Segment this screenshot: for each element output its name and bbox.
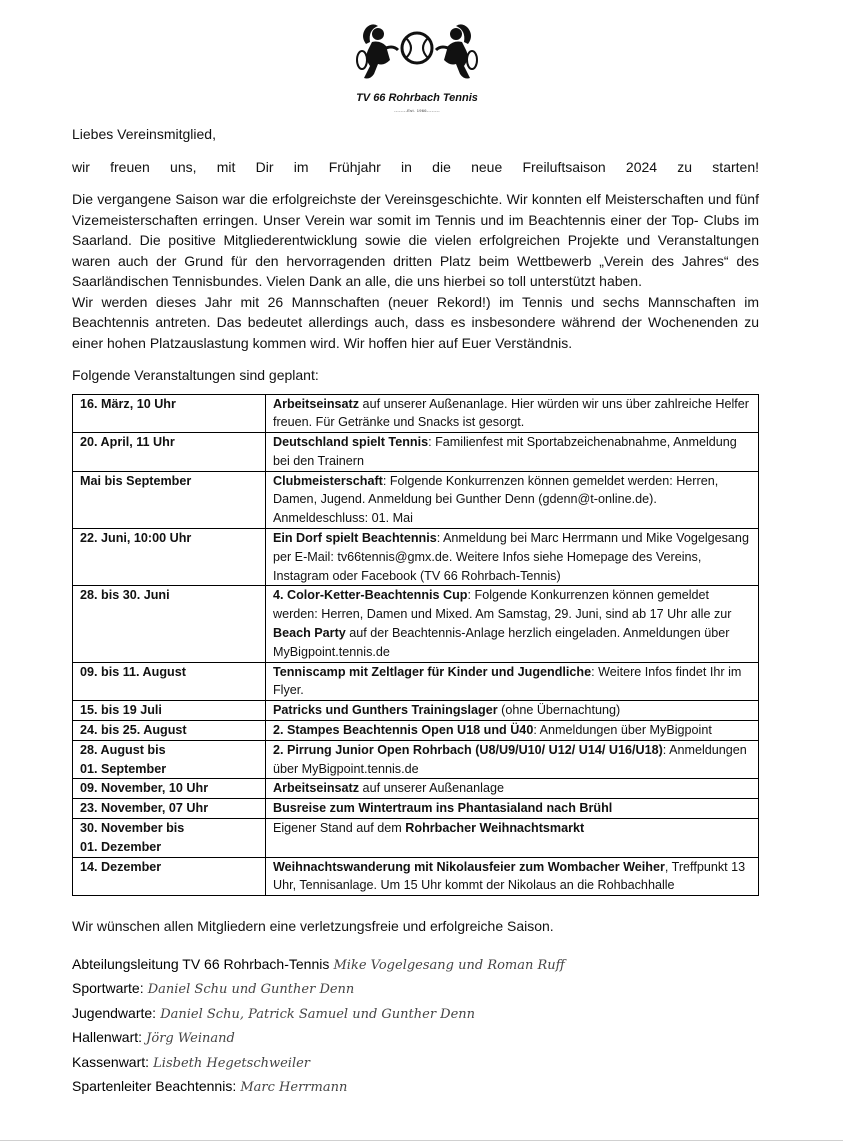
signature-line <box>72 977 759 1002</box>
event-description <box>265 779 758 799</box>
event-description <box>265 433 758 472</box>
event-date <box>73 779 266 799</box>
signature-name: Mike Vogelgesang und Roman Ruff <box>329 957 565 973</box>
event-date-line: 16. März, 10 Uhr <box>80 396 176 411</box>
event-date <box>73 529 266 586</box>
event-date-line: 23. November, 07 Uhr <box>80 801 209 816</box>
signature-role: Jugendwarte: <box>72 1004 157 1021</box>
event-date <box>73 586 266 662</box>
event-title: 4. Color-Ketter-Beachtennis Cup <box>272 588 468 603</box>
signature-line <box>72 953 759 978</box>
tennis-players-icon <box>352 20 482 92</box>
event-date-line: 28. bis 30. Juni <box>80 588 170 603</box>
table-row <box>73 799 759 819</box>
event-text: : Weitere Infos findet Ihr im Flyer. <box>272 664 742 698</box>
table-row <box>73 471 759 528</box>
event-title: Ein Dorf spielt Beachtennis <box>272 531 437 546</box>
event-date-line: 14. Dezember <box>80 859 162 874</box>
event-date <box>73 394 266 433</box>
event-date <box>73 662 266 701</box>
table-row <box>73 740 759 779</box>
intro-line: wir freuen uns, mit Dir im Frühjahr in die neue Freiluftsaison 2024 zu starten! <box>72 158 759 175</box>
events-table <box>72 394 759 897</box>
event-text: , Treffpunkt 13 Uhr, Tennisanlage. Um 15 Uhr kommt der Nikolaus an die Rohbachhalle <box>272 859 746 893</box>
event-title: Weihnachtswanderung mit Nikolausfeier zum Wombacher Weiher <box>272 859 665 874</box>
signature-line <box>72 1002 759 1027</box>
event-description <box>265 857 758 896</box>
table-row <box>73 433 759 472</box>
event-title: Busreise zum Wintertraum ins Phantasialand nach Brühl <box>272 801 613 816</box>
signature-list <box>72 953 759 1100</box>
event-text: : Anmeldungen über MyBigpoint.tennis.de <box>272 742 747 776</box>
event-date-line: 09. November, 10 Uhr <box>80 781 209 796</box>
event-date-line: 22. Juni, 10:00 Uhr <box>80 531 192 546</box>
event-text: : Anmeldungen über MyBigpoint <box>533 723 712 738</box>
event-text: Eigener Stand auf dem <box>272 821 406 836</box>
table-row <box>73 721 759 741</box>
event-text: auf unserer Außenanlage. Hier würden wir uns über zahlreiche Helfer freuen. Für Getränke und Snacks ist gesorgt. <box>272 396 749 430</box>
event-title: Arbeitseinsatz <box>272 781 360 796</box>
event-text: auf unserer Außenanlage <box>359 781 504 796</box>
event-title: 2. Pirrung Junior Open Rohrbach (U8/U9/U10/ U12/ U14/ U16/U18) <box>272 742 663 757</box>
event-date-line: 01. September <box>80 761 167 776</box>
event-date <box>73 721 266 741</box>
event-description <box>265 662 758 701</box>
event-text: : Folgende Konkurrenzen können gemeldet werden: Herren, Damen, Jugend. Anmeldung bei Gunther Denn (gdenn@t-online.de). Anmeldeschluss: 01. Mai <box>272 473 719 526</box>
signature-name: Lisbeth Hegetschweiler <box>149 1055 311 1071</box>
signature-line <box>72 1051 759 1076</box>
table-row <box>73 529 759 586</box>
event-date-line: Mai bis September <box>80 473 192 488</box>
event-description <box>265 721 758 741</box>
event-date <box>73 471 266 528</box>
events-lead: Folgende Veranstaltungen sind geplant: <box>72 367 319 383</box>
table-row <box>73 819 759 858</box>
event-title: 2. Stampes Beachtennis Open U18 und Ü40 <box>272 723 534 738</box>
event-date-line: 30. November bis <box>80 821 185 836</box>
table-row <box>73 779 759 799</box>
event-text: : Familienfest mit Sportabzeichenabnahme, Anmeldung bei den Trainern <box>272 435 737 468</box>
signature-role: Sportwarte: <box>72 980 144 997</box>
signature-role: Hallenwart: <box>72 1029 143 1046</box>
signature-line <box>72 1075 759 1100</box>
signature-role: Spartenleiter Beachtennis: <box>72 1078 237 1095</box>
event-title: Arbeitseinsatz <box>272 396 360 411</box>
event-title: Rohrbacher Weihnachtsmarkt <box>405 821 585 836</box>
event-date-line: 01. Dezember <box>80 839 162 854</box>
event-description <box>265 799 758 819</box>
event-description <box>265 471 758 528</box>
table-row <box>73 662 759 701</box>
event-description <box>265 586 758 662</box>
club-logo <box>352 20 482 120</box>
table-row <box>73 586 759 662</box>
table-row <box>73 701 759 721</box>
event-date-line: 15. bis 19 Juli <box>80 703 162 718</box>
event-text: auf der Beachtennis-Anlage herzlich eingeladen. Anmeldungen über MyBigpoint.tennis.de <box>272 626 730 659</box>
event-date-line: 24. bis 25. August <box>80 723 187 738</box>
event-date <box>73 857 266 896</box>
event-text: (ohne Übernachtung) <box>497 703 621 718</box>
logo-established: --------Est. 1966-------- <box>394 108 440 113</box>
event-date-line: 20. April, 11 Uhr <box>80 435 175 450</box>
signature-line <box>72 1026 759 1051</box>
closing-wish: Wir wünschen allen Mitgliedern eine verletzungsfreie und erfolgreiche Saison. <box>72 918 554 935</box>
event-description <box>265 819 758 858</box>
signature-role: Abteilungsleitung TV 66 Rohrbach-Tennis <box>72 955 330 972</box>
paragraph-teams: Wir werden dieses Jahr mit 26 Mannschaften (neuer Rekord!) im Tennis und sechs Mannschaften im Beachtennis antreten. Das bedeutet allerdings auch, dass es insbesondere während der Wochenenden zu einer hohen Platzauslastung kommen wird. Wir hoffen hier auf Euer Verständnis. <box>72 293 759 351</box>
event-title: Patricks und Gunthers Trainingslager <box>272 703 498 718</box>
signature-role: Kassenwart: <box>72 1053 150 1070</box>
event-title: Beach Party <box>272 626 346 641</box>
event-text: : Anmeldung bei Marc Herrmann und Mike Vogelgesang per E-Mail: tv66tennis@gmx.de. Weitere Infos siehe Homepage des Vereins, Instagram oder Facebook (TV 66 Rohrbach-Tennis) <box>272 531 749 583</box>
signature-name: Daniel Schu, Patrick Samuel und Gunther Denn <box>156 1006 476 1022</box>
event-description <box>265 701 758 721</box>
event-description <box>265 740 758 779</box>
signature-name: Jörg Weinand <box>142 1031 235 1047</box>
signature-name: Marc Herrmann <box>236 1080 348 1096</box>
event-description <box>265 394 758 433</box>
page-divider <box>0 1140 843 1141</box>
greeting: Liebes Vereinsmitglied, <box>72 126 216 142</box>
event-date <box>73 433 266 472</box>
event-date-line: 09. bis 11. August <box>80 664 186 679</box>
event-date <box>73 819 266 858</box>
table-row <box>73 394 759 433</box>
event-title: Tenniscamp mit Zeltlager für Kinder und Jugendliche <box>272 664 592 679</box>
letter-body <box>72 124 759 1100</box>
event-description <box>265 529 758 586</box>
event-title: Deutschland spielt Tennis <box>272 435 429 450</box>
event-date <box>73 799 266 819</box>
event-text: : Folgende Konkurrenzen können gemeldet werden: Herren, Damen und Mixed. Am Samstag, 29. Juni, sind ab 17 Uhr alle zur <box>272 588 732 622</box>
event-date-line: 28. August bis <box>80 742 166 757</box>
signature-name: Daniel Schu und Gunther Denn <box>143 982 355 998</box>
event-title: Clubmeisterschaft <box>272 473 383 488</box>
table-row <box>73 857 759 896</box>
logo-title: TV 66 Rohrbach Tennis <box>356 92 478 104</box>
paragraph-season-review: Die vergangene Saison war die erfolgreichste der Vereinsgeschichte. Wir konnten elf Meisterschaften und fünf Vizemeisterschaften erringen. Unser Verein war somit im Tennis und im Beachtennis einer der Top- Clubs im Saarland. Die positive Mitgliederentwicklung sowie die vielen erfolgreichen Projekte und Veranstaltungen waren auch der Grund für den hervorragenden dritten Platz beim Wettbewerb „Verein des Jahres“ des Saarländischen Tennisbundes. Vielen Dank an alle, die uns hierbei so toll unterstützt haben. <box>72 191 759 289</box>
event-date <box>73 701 266 721</box>
event-date <box>73 740 266 779</box>
